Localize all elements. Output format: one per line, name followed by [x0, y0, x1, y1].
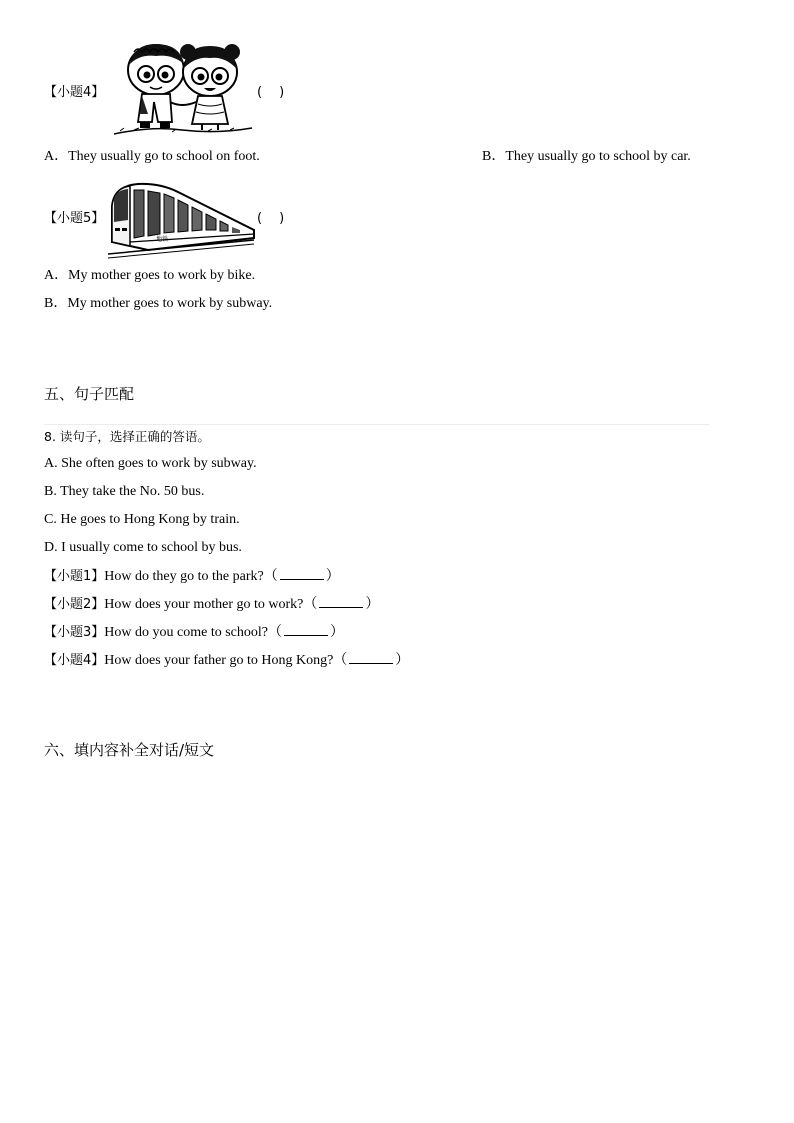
match-question-1-close: ） — [325, 569, 340, 584]
question-4-option-a: A．They usually go to school on foot. — [44, 149, 260, 164]
question-4-option-b: B．They usually go to school by car. — [482, 149, 691, 164]
match-question-4-label: 【小题4】 — [44, 653, 105, 668]
match-question-4-blank[interactable] — [349, 651, 393, 664]
section-5-title: 五、句子匹配 — [44, 385, 135, 403]
match-question-4 — [44, 651, 409, 670]
answer-option-d: D. I usually come to school by bus. — [44, 540, 242, 555]
question-4-answer-parentheses[interactable]: ( ) — [257, 85, 287, 100]
match-question-4-close: ） — [395, 653, 410, 668]
section-6-title: 六、填内容补全对话/短文 — [44, 741, 215, 759]
match-question-3 — [44, 623, 344, 642]
match-question-2-close: ） — [365, 597, 380, 612]
match-question-2-text: How does your mother go to work?（ — [104, 597, 318, 612]
subway-train-icon — [108, 180, 256, 260]
section-divider — [44, 424, 710, 425]
question-5-answer-parentheses[interactable]: ( ) — [257, 211, 287, 226]
match-question-2 — [44, 595, 379, 614]
answer-option-b: B. They take the No. 50 bus. — [44, 484, 205, 499]
match-question-3-text: How do you come to school?（ — [104, 625, 282, 640]
train-sign: 地铁 — [156, 236, 169, 243]
two-children-walking-icon — [112, 38, 254, 138]
answer-option-c: C. He goes to Hong Kong by train. — [44, 512, 240, 527]
question-5-option-b: B．My mother goes to work by subway. — [44, 296, 273, 311]
question-5-option-a: A．My mother goes to work by bike. — [44, 268, 256, 283]
question-4-label: 【小题4】 — [44, 85, 105, 100]
answer-option-a: A. She often goes to work by subway. — [44, 456, 257, 471]
match-question-2-blank[interactable] — [319, 595, 363, 608]
match-question-3-blank[interactable] — [284, 623, 328, 636]
match-question-4-text: How does your father go to Hong Kong?（ — [104, 653, 348, 668]
match-question-3-close: ） — [329, 625, 344, 640]
match-question-2-label: 【小题2】 — [44, 597, 105, 612]
match-question-1-label: 【小题1】 — [44, 569, 105, 584]
question-5-label: 【小题5】 — [44, 211, 105, 226]
match-question-1-blank[interactable] — [280, 567, 324, 580]
section-5-instruction: 8. 读句子，选择正确的答语。 — [44, 429, 210, 444]
match-question-3-label: 【小题3】 — [44, 625, 105, 640]
match-question-1-text: How do they go to the park?（ — [104, 569, 278, 584]
match-question-1 — [44, 567, 340, 586]
